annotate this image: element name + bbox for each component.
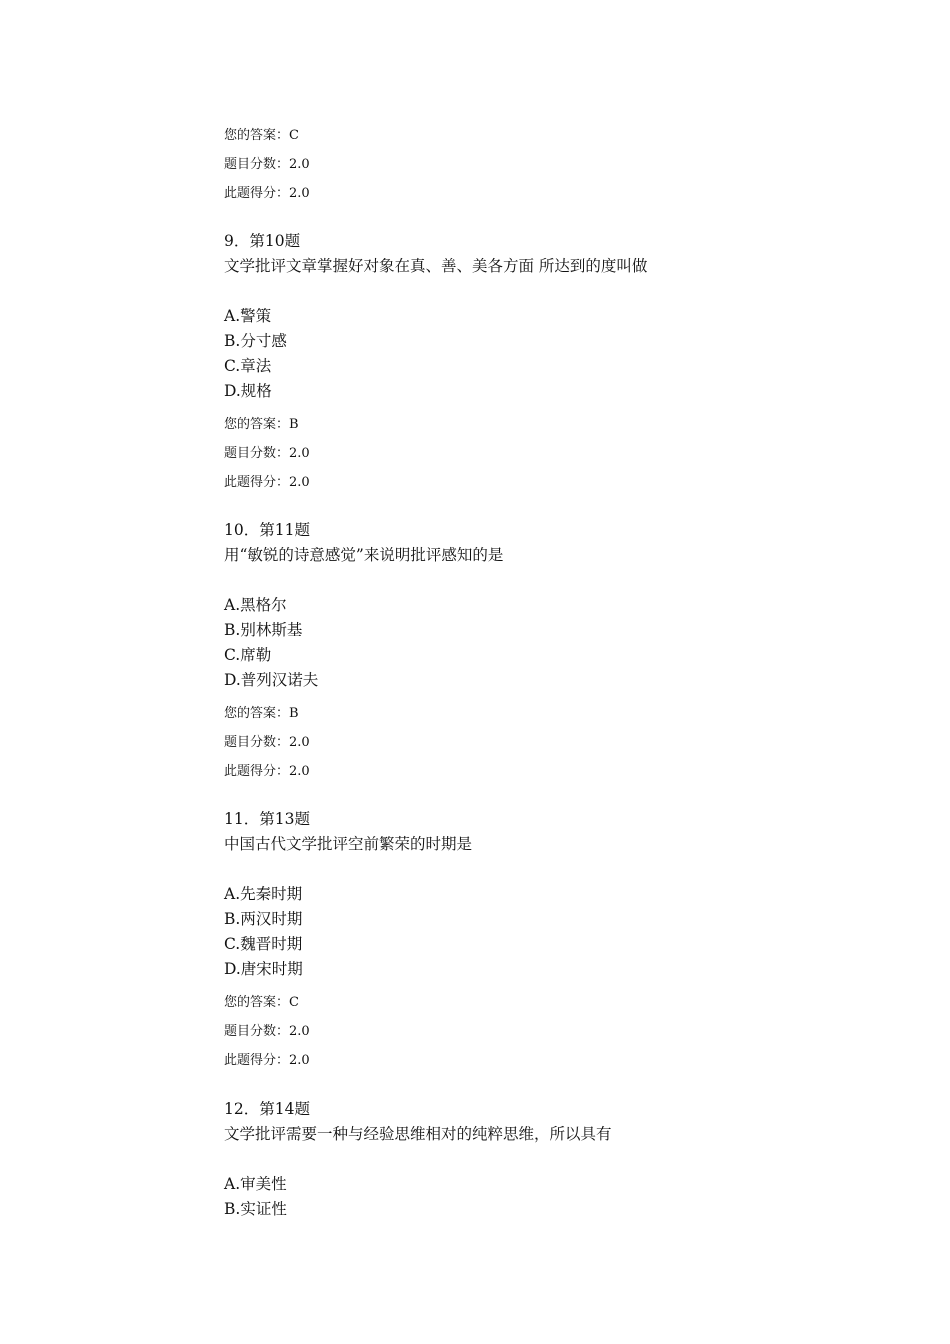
question-number: 9．第10题 bbox=[224, 232, 301, 250]
your-answer: 您的答案：B bbox=[224, 417, 299, 432]
question-score: 题目分数：2.0 bbox=[224, 157, 310, 172]
question-number: 11．第13题 bbox=[224, 810, 310, 828]
option-b: B.实证性 bbox=[224, 1200, 287, 1218]
option-d: D.唐宋时期 bbox=[224, 960, 303, 978]
score-gained: 此题得分：2.0 bbox=[224, 764, 310, 779]
your-answer: 您的答案：B bbox=[224, 706, 299, 721]
option-b: B.分寸感 bbox=[224, 332, 287, 350]
option-b: B.两汉时期 bbox=[224, 910, 303, 928]
question-text: 文学批评需要一种与经验思维相对的纯粹思维，所以具有 bbox=[224, 1125, 612, 1143]
score-gained: 此题得分：2.0 bbox=[224, 475, 310, 490]
score-gained: 此题得分：2.0 bbox=[224, 186, 310, 201]
question-number: 10．第11题 bbox=[224, 521, 310, 539]
question-text: 文学批评文章掌握好对象在真、善、美各方面 所达到的度叫做 bbox=[224, 257, 648, 275]
option-d: D.规格 bbox=[224, 382, 272, 400]
your-answer: 您的答案：C bbox=[224, 995, 299, 1010]
question-text: 用“敏锐的诗意感觉”来说明批评感知的是 bbox=[224, 546, 504, 564]
question-score: 题目分数：2.0 bbox=[224, 446, 310, 461]
option-a: A.黑格尔 bbox=[224, 596, 287, 614]
your-answer: 您的答案：C bbox=[224, 128, 299, 143]
option-a: A.先秦时期 bbox=[224, 885, 303, 903]
option-d: D.普列汉诺夫 bbox=[224, 671, 319, 689]
question-score: 题目分数：2.0 bbox=[224, 735, 310, 750]
question-text: 中国古代文学批评空前繁荣的时期是 bbox=[224, 835, 473, 853]
option-a: A.审美性 bbox=[224, 1175, 287, 1193]
option-c: C.席勒 bbox=[224, 646, 272, 664]
question-score: 题目分数：2.0 bbox=[224, 1024, 310, 1039]
option-c: C.魏晋时期 bbox=[224, 935, 303, 953]
question-number: 12．第14题 bbox=[224, 1100, 310, 1118]
option-b: B.别林斯基 bbox=[224, 621, 303, 639]
option-a: A.警策 bbox=[224, 307, 272, 325]
option-c: C.章法 bbox=[224, 357, 272, 375]
score-gained: 此题得分：2.0 bbox=[224, 1053, 310, 1068]
